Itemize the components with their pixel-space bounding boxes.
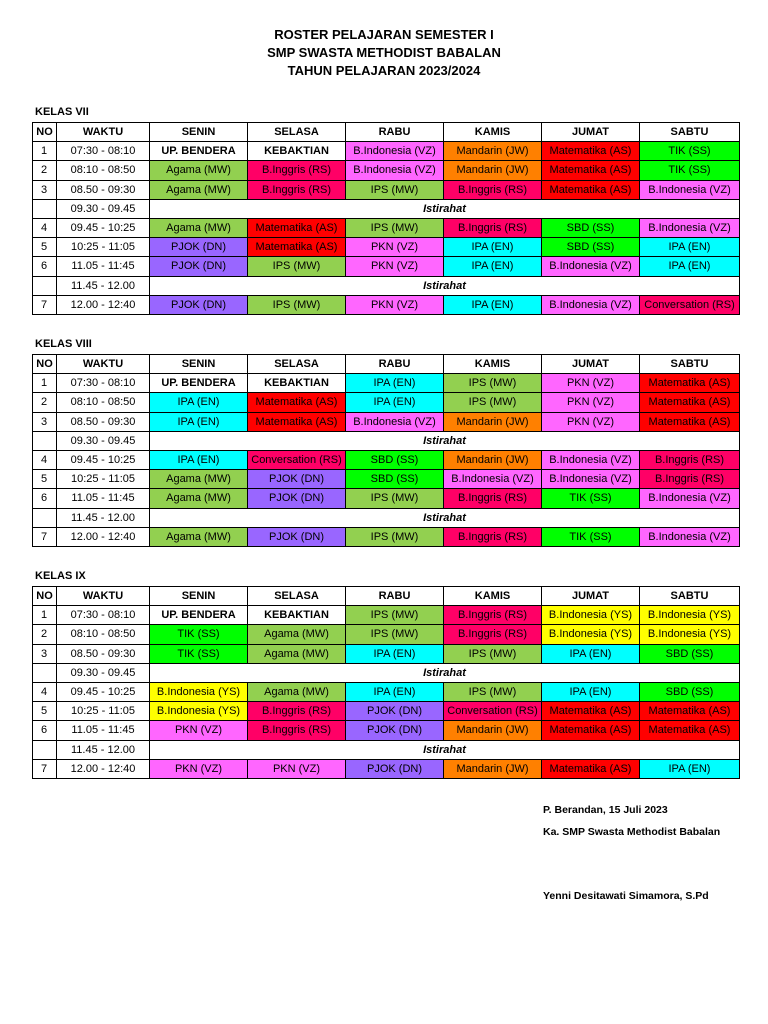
subject-cell: Matematika (AS) [248, 218, 346, 237]
subject-cell: IPS (MW) [346, 180, 444, 199]
class-label: KELAS VIII [35, 338, 92, 350]
schedule-table [32, 354, 740, 547]
subject-cell: TIK (SS) [640, 142, 740, 161]
subject-cell: PKN (VZ) [248, 759, 346, 778]
subject-cell: B.Indonesia (VZ) [542, 470, 640, 489]
subject-cell: Matematika (AS) [542, 721, 640, 740]
row-number: 7 [33, 759, 57, 778]
subject-cell: SBD (SS) [542, 218, 640, 237]
column-header: WAKTU [57, 123, 150, 142]
class-label: KELAS IX [35, 570, 86, 582]
subject-cell: IPS (MW) [346, 489, 444, 508]
time-slot: 09.45 - 10:25 [57, 682, 150, 701]
subject-cell: PJOK (DN) [150, 238, 248, 257]
column-header: RABU [346, 355, 444, 374]
time-slot: 09.30 - 09.45 [57, 431, 150, 450]
subject-cell: Mandarin (JW) [444, 161, 542, 180]
subject-cell: IPS (MW) [444, 374, 542, 393]
subject-cell: B.Indonesia (VZ) [542, 295, 640, 314]
subject-cell: PKN (VZ) [346, 238, 444, 257]
column-header: KAMIS [444, 587, 542, 606]
row-number [33, 199, 57, 218]
subject-cell: IPA (EN) [346, 374, 444, 393]
subject-cell: SBD (SS) [346, 450, 444, 469]
time-slot: 10:25 - 11:05 [57, 702, 150, 721]
break-row [33, 740, 740, 759]
subject-cell: IPA (EN) [542, 682, 640, 701]
subject-cell: PKN (VZ) [542, 393, 640, 412]
subject-cell: PJOK (DN) [248, 470, 346, 489]
row-number: 7 [33, 295, 57, 314]
subject-cell: IPA (EN) [444, 295, 542, 314]
break-row [33, 199, 740, 218]
subject-cell: B.Indonesia (VZ) [640, 527, 740, 546]
subject-cell: IPS (MW) [248, 295, 346, 314]
column-header: JUMAT [542, 587, 640, 606]
time-slot: 11.45 - 12.00 [57, 740, 150, 759]
break-row [33, 508, 740, 527]
time-slot: 12.00 - 12:40 [57, 527, 150, 546]
time-slot: 10:25 - 11:05 [57, 238, 150, 257]
table-row [33, 374, 740, 393]
subject-cell: B.Indonesia (YS) [640, 625, 740, 644]
break-label: Istirahat [150, 740, 740, 759]
subject-cell: IPS (MW) [346, 527, 444, 546]
subject-cell: PKN (VZ) [346, 295, 444, 314]
row-number: 3 [33, 644, 57, 663]
subject-cell: B.Inggris (RS) [640, 450, 740, 469]
subject-cell: SBD (SS) [640, 682, 740, 701]
time-slot: 07:30 - 08:10 [57, 606, 150, 625]
time-slot: 11.45 - 12.00 [57, 276, 150, 295]
subject-cell: Mandarin (JW) [444, 142, 542, 161]
table-row [33, 295, 740, 314]
time-slot: 08.50 - 09:30 [57, 180, 150, 199]
column-header: RABU [346, 123, 444, 142]
subject-cell: B.Indonesia (VZ) [640, 180, 740, 199]
time-slot: 09.45 - 10:25 [57, 450, 150, 469]
class-label: KELAS VII [35, 106, 89, 118]
subject-cell: IPA (EN) [640, 238, 740, 257]
subject-cell: B.Inggris (RS) [248, 721, 346, 740]
subject-cell: IPA (EN) [542, 644, 640, 663]
subject-cell: B.Inggris (RS) [444, 489, 542, 508]
signature-position: Ka. SMP Swasta Methodist Babalan [543, 826, 721, 838]
subject-cell: Matematika (AS) [640, 412, 740, 431]
time-slot: 08:10 - 08:50 [57, 393, 150, 412]
table-row [33, 625, 740, 644]
subject-cell: B.Indonesia (VZ) [542, 450, 640, 469]
row-number: 5 [33, 238, 57, 257]
subject-cell: Matematika (AS) [248, 412, 346, 431]
table-row [33, 759, 740, 778]
row-number: 6 [33, 489, 57, 508]
column-header: JUMAT [542, 123, 640, 142]
subject-cell: B.Inggris (RS) [248, 180, 346, 199]
column-header: SENIN [150, 587, 248, 606]
column-header: SELASA [248, 355, 346, 374]
subject-cell: Conversation (RS) [248, 450, 346, 469]
time-slot: 07:30 - 08:10 [57, 374, 150, 393]
table-row [33, 450, 740, 469]
break-label: Istirahat [150, 276, 740, 295]
subject-cell: Matematika (AS) [248, 238, 346, 257]
time-slot: 11.05 - 11:45 [57, 489, 150, 508]
time-slot: 08.50 - 09:30 [57, 412, 150, 431]
row-number [33, 663, 57, 682]
table-row [33, 412, 740, 431]
subject-cell: B.Indonesia (VZ) [346, 161, 444, 180]
row-number: 4 [33, 450, 57, 469]
subject-cell: IPA (EN) [150, 450, 248, 469]
subject-cell: TIK (SS) [150, 625, 248, 644]
subject-cell: PKN (VZ) [542, 412, 640, 431]
table-row [33, 393, 740, 412]
schedule-table [32, 586, 740, 779]
subject-cell: PKN (VZ) [346, 257, 444, 276]
subject-cell: PJOK (DN) [248, 489, 346, 508]
break-row [33, 663, 740, 682]
title-line-2: SMP SWASTA METHODIST BABALAN [267, 45, 501, 60]
time-slot: 08:10 - 08:50 [57, 161, 150, 180]
subject-cell: PJOK (DN) [150, 295, 248, 314]
schedule-table [32, 122, 740, 315]
subject-cell: B.Indonesia (VZ) [346, 412, 444, 431]
subject-cell: IPA (EN) [346, 393, 444, 412]
table-row [33, 682, 740, 701]
subject-cell: IPS (MW) [444, 644, 542, 663]
column-header: NO [33, 123, 57, 142]
subject-cell: PKN (VZ) [150, 759, 248, 778]
title-line-1: ROSTER PELAJARAN SEMESTER I [274, 27, 494, 42]
column-header: RABU [346, 587, 444, 606]
subject-cell: IPS (MW) [346, 606, 444, 625]
subject-cell: IPA (EN) [444, 257, 542, 276]
subject-cell: Matematika (AS) [640, 702, 740, 721]
subject-cell: PKN (VZ) [150, 721, 248, 740]
table-row [33, 527, 740, 546]
table-row [33, 470, 740, 489]
break-label: Istirahat [150, 508, 740, 527]
subject-cell: TIK (SS) [150, 644, 248, 663]
table-row [33, 489, 740, 508]
table-row [33, 218, 740, 237]
subject-cell: Agama (MW) [150, 180, 248, 199]
time-slot: 09.30 - 09.45 [57, 663, 150, 682]
subject-cell: B.Inggris (RS) [444, 527, 542, 546]
table-row [33, 721, 740, 740]
break-row [33, 276, 740, 295]
row-number: 2 [33, 161, 57, 180]
subject-cell: PJOK (DN) [248, 527, 346, 546]
column-header: SENIN [150, 355, 248, 374]
time-slot: 12.00 - 12:40 [57, 295, 150, 314]
subject-cell: Matematika (AS) [542, 180, 640, 199]
subject-cell: Agama (MW) [150, 489, 248, 508]
table-row [33, 257, 740, 276]
subject-cell: B.Inggris (RS) [444, 218, 542, 237]
table-header-row [33, 587, 740, 606]
subject-cell: SBD (SS) [640, 644, 740, 663]
column-header: NO [33, 355, 57, 374]
subject-cell: SBD (SS) [346, 470, 444, 489]
time-slot: 07:30 - 08:10 [57, 142, 150, 161]
row-number: 1 [33, 374, 57, 393]
signature-place-date: P. Berandan, 15 Juli 2023 [543, 804, 668, 816]
subject-cell: Mandarin (JW) [444, 759, 542, 778]
column-header: WAKTU [57, 355, 150, 374]
column-header: KAMIS [444, 123, 542, 142]
column-header: WAKTU [57, 587, 150, 606]
column-header: KAMIS [444, 355, 542, 374]
row-number [33, 508, 57, 527]
subject-cell: B.Inggris (RS) [248, 161, 346, 180]
row-number: 1 [33, 142, 57, 161]
row-number: 5 [33, 470, 57, 489]
subject-cell: KEBAKTIAN [248, 142, 346, 161]
subject-cell: Matematika (AS) [542, 161, 640, 180]
subject-cell: IPS (MW) [346, 625, 444, 644]
subject-cell: Matematika (AS) [640, 721, 740, 740]
column-header: SELASA [248, 123, 346, 142]
table-row [33, 161, 740, 180]
table-row [33, 142, 740, 161]
subject-cell: IPA (EN) [346, 682, 444, 701]
subject-cell: B.Indonesia (VZ) [640, 218, 740, 237]
subject-cell: IPA (EN) [150, 412, 248, 431]
subject-cell: IPS (MW) [248, 257, 346, 276]
break-label: Istirahat [150, 199, 740, 218]
subject-cell: PJOK (DN) [346, 702, 444, 721]
subject-cell: PKN (VZ) [542, 374, 640, 393]
subject-cell: Agama (MW) [150, 218, 248, 237]
subject-cell: IPA (EN) [640, 257, 740, 276]
time-slot: 11.05 - 11:45 [57, 257, 150, 276]
row-number: 5 [33, 702, 57, 721]
subject-cell: UP. BENDERA [150, 374, 248, 393]
subject-cell: B.Indonesia (VZ) [640, 489, 740, 508]
row-number: 2 [33, 625, 57, 644]
column-header: SELASA [248, 587, 346, 606]
subject-cell: IPS (MW) [444, 682, 542, 701]
row-number: 4 [33, 218, 57, 237]
subject-cell: Matematika (AS) [248, 393, 346, 412]
subject-cell: UP. BENDERA [150, 142, 248, 161]
subject-cell: Matematika (AS) [640, 374, 740, 393]
subject-cell: Conversation (RS) [444, 702, 542, 721]
subject-cell: IPA (EN) [150, 393, 248, 412]
subject-cell: PJOK (DN) [346, 759, 444, 778]
table-row [33, 644, 740, 663]
subject-cell: TIK (SS) [542, 527, 640, 546]
subject-cell: Mandarin (JW) [444, 412, 542, 431]
subject-cell: PJOK (DN) [150, 257, 248, 276]
subject-cell: Matematika (AS) [542, 142, 640, 161]
row-number: 1 [33, 606, 57, 625]
subject-cell: Agama (MW) [248, 682, 346, 701]
time-slot: 12.00 - 12:40 [57, 759, 150, 778]
subject-cell: Agama (MW) [150, 527, 248, 546]
subject-cell: B.Inggris (RS) [444, 180, 542, 199]
time-slot: 09.30 - 09.45 [57, 199, 150, 218]
table-header-row [33, 123, 740, 142]
column-header: SABTU [640, 355, 740, 374]
signature-name: Yenni Desitawati Simamora, S.Pd [543, 890, 709, 902]
break-label: Istirahat [150, 663, 740, 682]
break-row [33, 431, 740, 450]
title-line-3: TAHUN PELAJARAN 2023/2024 [287, 63, 481, 78]
subject-cell: B.Indonesia (VZ) [346, 142, 444, 161]
column-header: SABTU [640, 123, 740, 142]
subject-cell: Agama (MW) [150, 161, 248, 180]
subject-cell: IPA (EN) [640, 759, 740, 778]
time-slot: 11.05 - 11:45 [57, 721, 150, 740]
column-header: JUMAT [542, 355, 640, 374]
subject-cell: Conversation (RS) [640, 295, 740, 314]
subject-cell: KEBAKTIAN [248, 374, 346, 393]
subject-cell: Mandarin (JW) [444, 721, 542, 740]
subject-cell: B.Indonesia (YS) [640, 606, 740, 625]
subject-cell: Matematika (AS) [542, 759, 640, 778]
row-number: 6 [33, 721, 57, 740]
subject-cell: B.Indonesia (YS) [542, 606, 640, 625]
subject-cell: B.Indonesia (YS) [150, 682, 248, 701]
subject-cell: IPA (EN) [444, 238, 542, 257]
table-row [33, 702, 740, 721]
time-slot: 10:25 - 11:05 [57, 470, 150, 489]
subject-cell: B.Inggris (RS) [444, 606, 542, 625]
table-row [33, 180, 740, 199]
subject-cell: Matematika (AS) [640, 393, 740, 412]
subject-cell: Mandarin (JW) [444, 450, 542, 469]
subject-cell: TIK (SS) [542, 489, 640, 508]
subject-cell: Agama (MW) [248, 625, 346, 644]
subject-cell: Agama (MW) [150, 470, 248, 489]
column-header: SENIN [150, 123, 248, 142]
subject-cell: IPS (MW) [444, 393, 542, 412]
row-number: 3 [33, 412, 57, 431]
subject-cell: TIK (SS) [640, 161, 740, 180]
row-number: 6 [33, 257, 57, 276]
subject-cell: IPS (MW) [346, 218, 444, 237]
table-row [33, 238, 740, 257]
subject-cell: IPA (EN) [346, 644, 444, 663]
row-number: 4 [33, 682, 57, 701]
subject-cell: UP. BENDERA [150, 606, 248, 625]
row-number [33, 431, 57, 450]
subject-cell: Matematika (AS) [542, 702, 640, 721]
subject-cell: PJOK (DN) [346, 721, 444, 740]
row-number: 2 [33, 393, 57, 412]
subject-cell: B.Indonesia (YS) [542, 625, 640, 644]
subject-cell: B.Indonesia (VZ) [542, 257, 640, 276]
row-number: 7 [33, 527, 57, 546]
column-header: SABTU [640, 587, 740, 606]
time-slot: 08:10 - 08:50 [57, 625, 150, 644]
column-header: NO [33, 587, 57, 606]
table-header-row [33, 355, 740, 374]
row-number [33, 276, 57, 295]
subject-cell: KEBAKTIAN [248, 606, 346, 625]
subject-cell: Agama (MW) [248, 644, 346, 663]
subject-cell: B.Inggris (RS) [444, 625, 542, 644]
subject-cell: B.Inggris (RS) [640, 470, 740, 489]
subject-cell: SBD (SS) [542, 238, 640, 257]
row-number [33, 740, 57, 759]
time-slot: 09.45 - 10:25 [57, 218, 150, 237]
break-label: Istirahat [150, 431, 740, 450]
subject-cell: B.Indonesia (YS) [150, 702, 248, 721]
time-slot: 08.50 - 09:30 [57, 644, 150, 663]
document-title [0, 26, 768, 80]
table-row [33, 606, 740, 625]
row-number: 3 [33, 180, 57, 199]
subject-cell: B.Indonesia (VZ) [444, 470, 542, 489]
time-slot: 11.45 - 12.00 [57, 508, 150, 527]
subject-cell: B.Inggris (RS) [248, 702, 346, 721]
